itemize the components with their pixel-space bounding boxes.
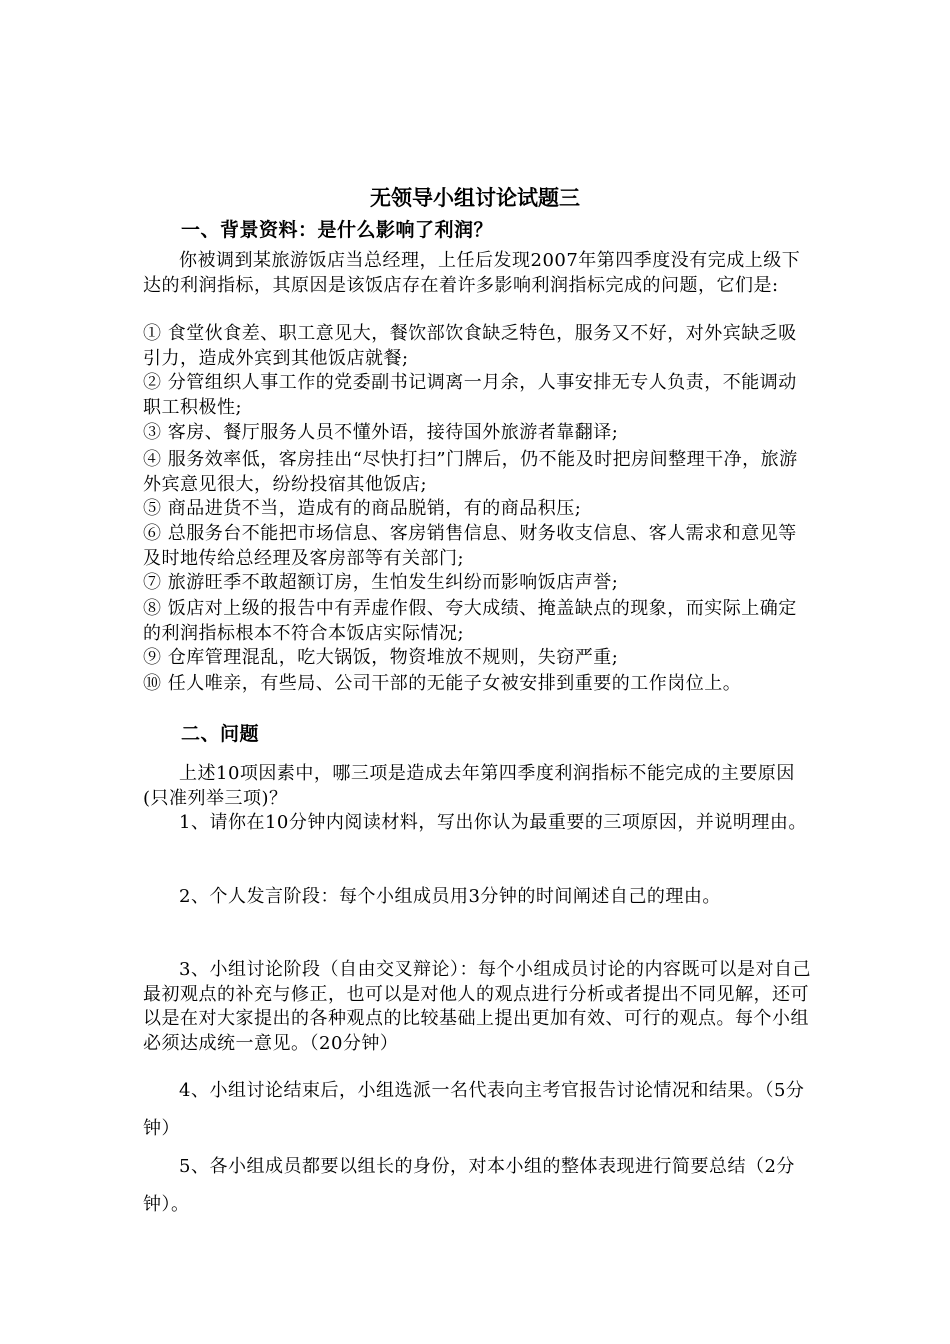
step-item: 3、小组讨论阶段（自由交叉辩论）：每个小组成员讨论的内容既可以是对自己最初观点的补充与修正，也可以是对他人的观点进行分析或者提出不同见解，还可以是在对大家提出的各种观点的比较基础上提出更加有效、可行的观点。每个小组必须达成统一意见。（20分钟） — [143, 959, 811, 1054]
step-item: 5、各小组成员都要以组长的身份，对本小组的整体表现进行简要总结（2分钟）。 — [143, 1156, 795, 1215]
question-paragraph: 上述10项因素中，哪三项是造成去年第四季度利润指标不能完成的主要原因(只准列举三项)？ — [143, 763, 795, 809]
factor-item: ⑨ 仓库管理混乱，吃大锅饭，物资堆放不规则，失窃严重; — [143, 647, 619, 668]
factor-item: ③ 客房、餐厅服务人员不懂外语，接待国外旅游者靠翻译; — [143, 422, 619, 443]
factor-item: ⑦ 旅游旺季不敢超额订房，生怕发生纠纷而影响饭店声誉; — [143, 572, 619, 593]
factor-item: ⑥ 总服务台不能把市场信息、客房销售信息、财务收支信息、客人需求和意见等及时地传给总经理及客房部等有关部门; — [143, 523, 797, 569]
factor-item: ② 分管组织人事工作的党委副书记调离一月余，人事安排无专人负责，不能调动职工积极性; — [143, 372, 797, 418]
factor-item: ⑧ 饭店对上级的报告中有弄虚作假、夸大成绩、掩盖缺点的现象，而实际上确定的利润指标根本不符合本饭店实际情况; — [143, 598, 797, 644]
step-item: 2、个人发言阶段：每个小组成员用3分钟的时间阐述自己的理由。 — [179, 886, 721, 907]
step-item: 1、请你在10分钟内阅读材料，写出你认为最重要的三项原因，并说明理由。 — [179, 812, 807, 833]
factor-item: ① 食堂伙食差、职工意见大，餐饮部饮食缺乏特色，服务又不好，对外宾缺乏吸引力，造成外宾到其他饭店就餐; — [143, 323, 797, 369]
section-heading-background: 一、背景资料：是什么影响了利润？ — [181, 219, 494, 241]
step-item: 4、小组讨论结束后，小组选派一名代表向主考官报告讨论情况和结果。（5分钟） — [143, 1080, 805, 1139]
factor-item: ⑤ 商品进货不当，造成有的商品脱销，有的商品积压; — [143, 498, 582, 519]
section-heading-questions: 二、问题 — [181, 723, 260, 745]
factor-item: ④ 服务效率低，客房挂出“尽快打扫”门牌后，仍不能及时把房间整理干净，旅游外宾意见很大，纷纷投宿其他饭店; — [143, 449, 798, 495]
factor-item: ⑩ 任人唯亲，有些局、公司干部的无能子女被安排到重要的工作岗位上。 — [143, 673, 742, 694]
document-title: 无领导小组讨论试题三 — [370, 186, 580, 210]
intro-paragraph: 你被调到某旅游饭店当总经理，上任后发现2007年第四季度没有完成上级下达的利润指标，其原因是该饭店存在着许多影响利润指标完成的问题，它们是: — [143, 250, 801, 296]
